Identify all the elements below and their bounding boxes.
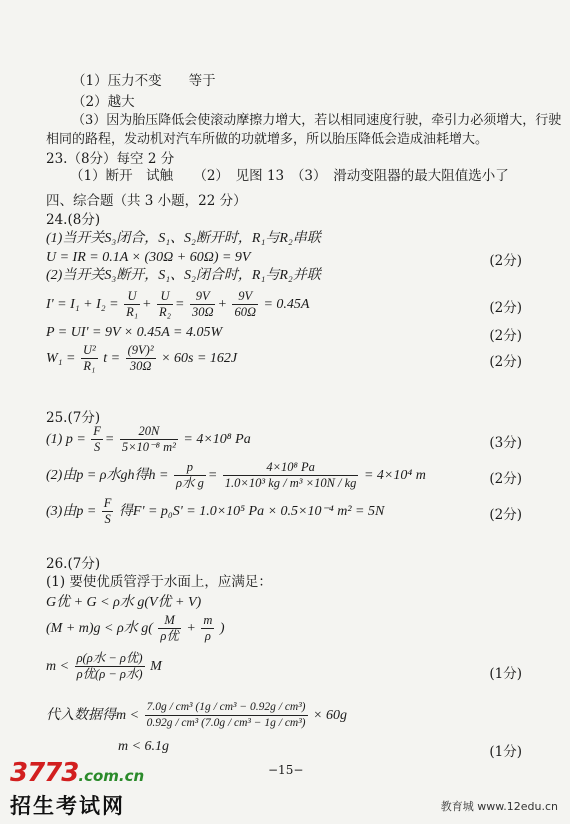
q26-line6: m < 6.1g (118, 739, 170, 754)
q26-line6-score: (1分) (489, 744, 522, 760)
q24-line6: W₁ = $\frac{\text{U²}}{\text{R₁}}$ t = $\frac{\text{(9V)²}}{30\Omega}$ × 60s = 162J (46, 343, 238, 374)
q24-line5: P = UI' = 9V × 0.45A = 4.05W (46, 325, 223, 340)
frac-f-s: $\frac{F}{S}$ (93, 424, 101, 455)
frac-u-r1: $\frac{U}{\text{R₁}}$ (126, 289, 139, 320)
logo-domain: .com.cn (78, 767, 145, 785)
q23-line1: （1）断开 试触 （2） 见图 13 （3） 滑动变阻器的最大阻值选小了 (70, 168, 509, 184)
q24-line2: U = IR = 0.1A × (30Ω + 60Ω) = 9V (46, 250, 251, 265)
frac-4e8-den: $\frac{\text{4×10⁸ Pa}}{\text{1.0×10³ kg / m³ ×10N / kg}}$ (224, 460, 357, 491)
q26-line3: (M + m)g < ρ水 g( $\frac{M}{\text{ρ优}}$ + $\frac{m}{\rho}$ ) (46, 613, 225, 644)
q24-line4-score: (2分) (489, 300, 522, 316)
q22-line4: 相同的路程，发动机对汽车所做的功就增多，所以胎压降低会造成油耗增大。 (46, 132, 489, 147)
q25-line2-score: (2分) (489, 471, 522, 487)
frac-9v2-30: $\frac{\text{(9V)²}}{30\Omega}$ (127, 343, 154, 374)
section-heading: 四、综合题（共 3 小题，22 分） (46, 193, 247, 209)
frac-f-s-2: $\frac{F}{S}$ (103, 496, 112, 527)
frac-m-r: $\frac{m}{\rho}$ (203, 613, 213, 644)
q26-line1: (1) 要使优质管浮于水面上，应满足： (46, 574, 272, 590)
frac-20n-area: $\frac{20N}{\text{5×10⁻⁸ m²}}$ (121, 424, 176, 455)
watermark-text: 教育城 www.12edu.cn (440, 800, 558, 813)
frac-9v-30: $\frac{9V}{30\Omega}$ (191, 289, 214, 320)
frac-u-r2: $\frac{U}{\text{R₂}}$ (159, 289, 171, 320)
logo-number: 3773 (10, 758, 79, 788)
frac-substitution: $\frac{\text{7.0g / cm³ (1g / cm³ − 0.92g / cm³)}}{\text{0.92g / cm³ (7.0g / cm³ − 1g / cm³)}}$ (146, 701, 306, 730)
q22-line2: （2）越大 (72, 94, 135, 110)
frac-9v-60: $\frac{9V}{60\Omega}$ (234, 289, 256, 320)
q24-heading: 24.(8分) (46, 212, 101, 228)
q24-line6-score: (2分) (489, 354, 522, 370)
q23-heading: 23.（8分）每空 2 分 (46, 151, 175, 167)
frac-u2-r1: $\frac{\text{U²}}{\text{R₁}}$ (82, 343, 96, 374)
q24-line4: I' = I₁ + I₂ = $\frac{U}{\text{R₁}}$ + $\frac{U}{\text{R₂}}$ = $\frac{9V}{30\Omega}$ + $\frac{9V}{60\Omega}$ = 0.45A (46, 289, 310, 320)
q25-line1: (1) p = $\frac{F}{S}$ = $\frac{20N}{\text{5×10⁻⁸ m²}}$ = 4×10⁸ Pa (46, 424, 251, 455)
page-number: −15− (268, 763, 304, 777)
q25-line2: (2)由p = ρ水gh得h = $\frac{p}{\text{ρ水 g}}$ = $\frac{\text{4×10⁸ Pa}}{\text{1.0×10³ kg / m³ ×10N / kg}}$ = 4×10⁴ m (46, 460, 426, 491)
q26-line4: m < $\frac{\text{ρ(ρ水 − ρ优)}}{\text{ρ优(ρ − ρ水)}}$ M (46, 651, 162, 682)
frac-m-ry: $\frac{M}{\text{ρ优}}$ (160, 613, 179, 644)
q24-line1: (1)当开关S₃闭合，S₁、S₂断开时，R₁与R₂串联 (46, 231, 321, 246)
q24-line5-score: (2分) (489, 328, 522, 344)
q24-line2-score: (2分) (489, 253, 522, 269)
logo-subtitle: 招生考试网 (10, 794, 125, 818)
q25-line3-score: (2分) (489, 507, 522, 523)
q26-line4-score: (1分) (489, 666, 522, 682)
q25-line3: (3)由p = $\frac{F}{S}$ 得F' = p₀S' = 1.0×10⁵ Pa × 0.5×10⁻⁴ m² = 5N (46, 496, 385, 527)
frac-rho-ratio: $\frac{\text{ρ(ρ水 − ρ优)}}{\text{ρ优(ρ − ρ水)}}$ (76, 651, 143, 682)
q22-line1: （1）压力不变 等于 (72, 73, 216, 89)
q22-line3: （3）因为胎压降低会使滚动摩擦力增大，若以相同速度行驶，牵引力必须增大，行驶 (72, 113, 562, 128)
q26-line2: G优 + G < ρ水 g(V优 + V) (46, 595, 202, 610)
q25-line1-score: (3分) (489, 435, 522, 451)
q25-heading: 25.(7分) (46, 410, 101, 426)
site-logo (10, 758, 144, 820)
frac-p-rg: $\frac{p}{\text{ρ水 g}}$ (175, 460, 204, 491)
q26-heading: 26.(7分) (46, 556, 101, 572)
q24-line3: (2)当开关S₃断开，S₁、S₂闭合时，R₁与R₂并联 (46, 268, 321, 283)
q26-line5: 代入数据得m < $\frac{\text{7.0g / cm³ (1g / cm³ − 0.92g / cm³)}}{\text{0.92g / cm³ (7.0g / cm³ − 1g / cm³)}}$ × 60g (46, 701, 347, 730)
